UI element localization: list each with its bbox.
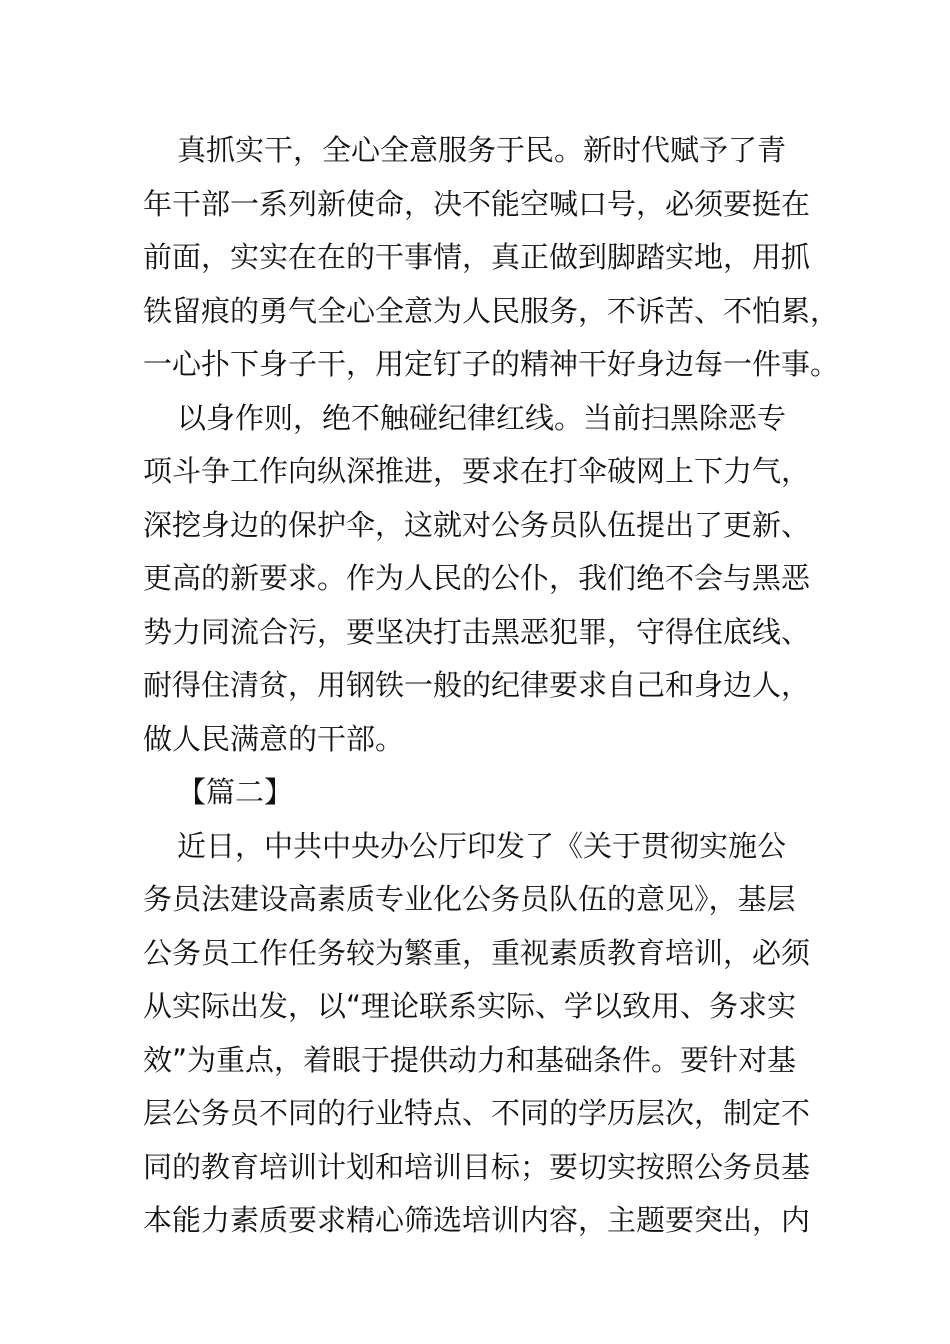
text-line: 同的教育培训计划和培训目标；要切实按照公务员基 — [143, 1149, 811, 1184]
text-line: 前面，实实在在的干事情，真正做到脚踏实地，用抓 — [143, 240, 811, 274]
text-line: 一心扑下身子干，用定钉子的精神干好身边每一件事。 — [143, 347, 840, 381]
text-line: 更高的新要求。作为人民的公仆，我们绝不会与黑恶 — [143, 561, 811, 595]
text-line: 务员法建设高素质专业化公务员队伍的意见》，基层 — [143, 882, 796, 916]
text-line: 以身作则，绝不触碰纪律红线。当前扫黑除恶专 — [177, 400, 787, 435]
text-line: 从实际出发，以“理论联系实际、学以致用、务求实 — [143, 989, 797, 1023]
text-line: 铁留痕的勇气全心全意为人民服务，不诉苦、不怕累， — [143, 293, 840, 328]
text-line: 真抓实干，全心全意服务于民。新时代赋予了青 — [177, 133, 787, 167]
text-line: 本能力素质要求精心筛选培训内容，主题要突出，内 — [143, 1203, 811, 1237]
document-body — [143, 124, 840, 1248]
text-line: 公务员工作任务较为繁重，重视素质教育培训，必须 — [143, 935, 811, 970]
text-line: 近日，中共中央办公厅印发了《关于贯彻实施公 — [177, 828, 787, 863]
paragraph-1 — [143, 124, 840, 392]
text-line: 年干部一系列新使命，决不能空喊口号，必须要挺在 — [143, 186, 811, 221]
text-line: 做人民满意的干部。 — [143, 721, 405, 756]
text-line: 项斗争工作向纵深推进，要求在打伞破网上下力气， — [143, 454, 811, 488]
section-heading — [143, 766, 813, 820]
paragraph-3 — [143, 820, 813, 1248]
section-title: 【篇二】 — [177, 775, 294, 809]
text-line: 势力同流合污，要坚决打击黑恶犯罪，守得住底线、 — [143, 614, 811, 649]
text-line: 层公务员不同的行业特点、不同的学历层次，制定不 — [143, 1096, 811, 1130]
text-line: 耐得住清贫，用钢铁一般的纪律要求自己和身边人， — [143, 668, 811, 702]
text-line: 深挖身边的保护伞，这就对公务员队伍提出了更新、 — [143, 507, 811, 542]
text-line: 效”为重点，着眼于提供动力和基础条件。要针对基 — [143, 1042, 797, 1077]
paragraph-2 — [143, 392, 813, 767]
